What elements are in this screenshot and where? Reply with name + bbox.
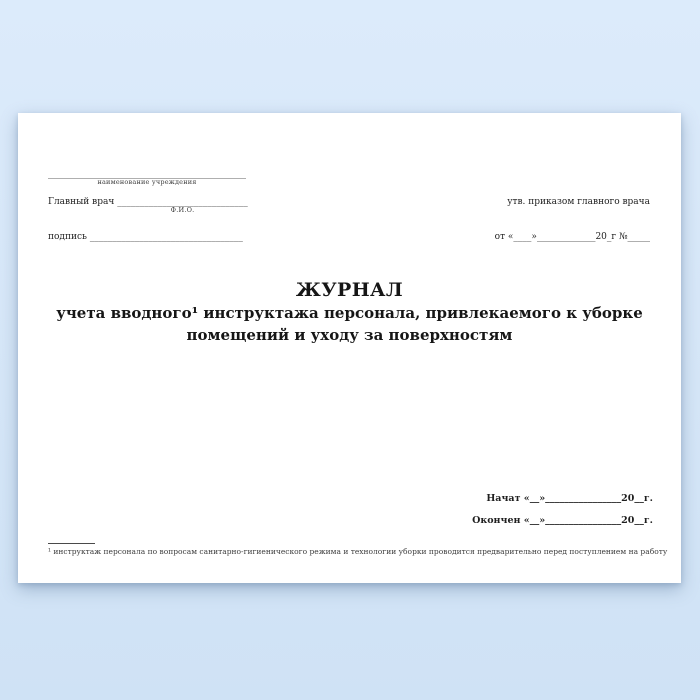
journal-subtitle-line1: учета вводного¹ инструктажа персонала, привлекаемого к уборке [56,304,643,322]
footnote-divider [48,543,95,544]
fio-caption: Ф.И.О. [170,206,195,214]
approval-note: утв. приказом главного врача [507,197,650,207]
chief-doctor-blank-line: _____________________________ [117,197,248,207]
footnote-text: ¹ инструктаж персонала по вопросам санитарно-гигиенического режима и технологии уборки проводится предварительно перед поступлением на работу [48,547,668,556]
chief-doctor-field [48,197,248,214]
org-name-blank-line: ____________________________________________ [48,169,246,179]
signature-label: подпись [48,232,87,242]
end-date-field: Окончен «__»________________20__г. [472,515,653,526]
org-name-caption: наименование учреждения [97,178,197,186]
title-block [18,278,681,346]
signature-field [48,232,243,243]
journal-title: ЖУРНАЛ [295,279,404,301]
journal-subtitle-line2: помещений и уходу за поверхностям [186,326,513,344]
start-date-field: Начат «__»________________20__г. [486,493,653,504]
dates-block [472,493,653,527]
order-date-field: от «____»_____________20_г №_____ [494,232,650,242]
journal-cover-page [18,113,681,583]
footnote-block [48,543,668,556]
chief-doctor-label: Главный врач [48,197,115,207]
org-name-field [48,169,246,186]
signature-blank-line: __________________________________ [89,232,243,242]
